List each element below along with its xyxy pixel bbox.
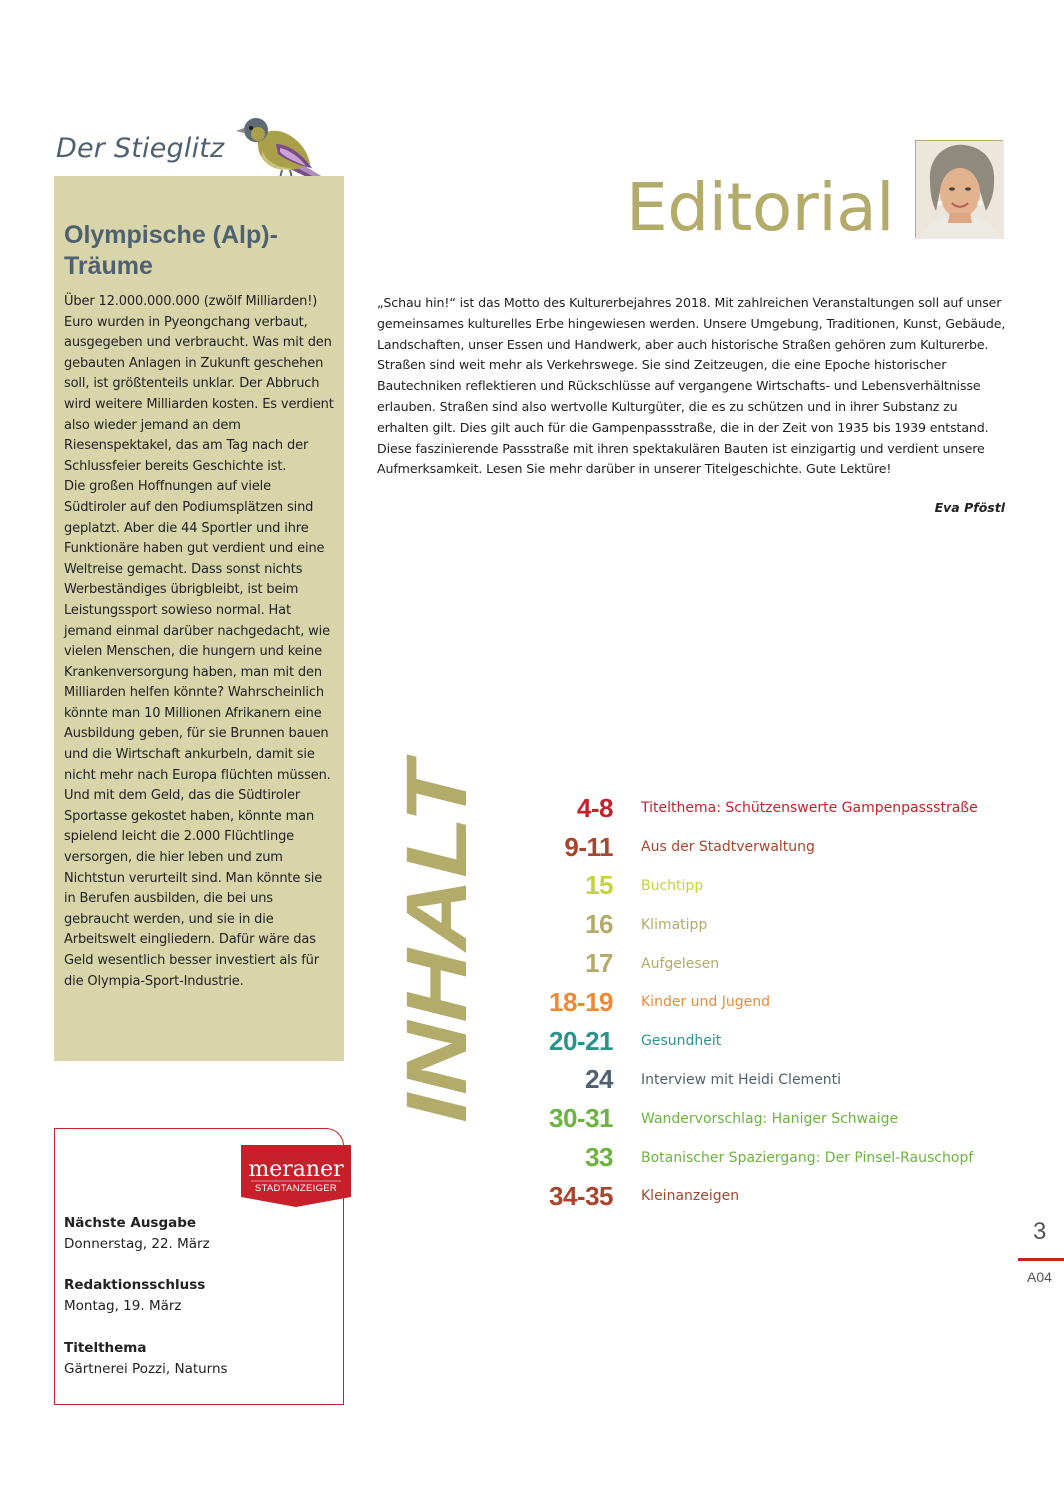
toc-title: Klimatipp (641, 916, 708, 933)
toc-pages: 15 (585, 870, 613, 901)
toc-title: Interview mit Heidi Clementi (641, 1071, 842, 1088)
deadline-block (64, 1275, 205, 1317)
page-code: A04 (1027, 1269, 1052, 1285)
toc-item[interactable] (480, 828, 1000, 867)
portrait-image (916, 141, 1004, 239)
inhalt-wordmark-text: INHALT (388, 799, 485, 1133)
toc-title: Titelthema: Schützenswerte Gampenpassstraße (641, 800, 978, 817)
next-issue-block (64, 1213, 210, 1255)
meraner-stadtanzeiger-logo (241, 1145, 351, 1207)
page-divider (1018, 1258, 1064, 1261)
info-label: Nächste Ausgabe (64, 1215, 197, 1231)
toc-pages: 34-35 (549, 1180, 613, 1211)
toc-pages: 16 (585, 909, 613, 940)
toc-pages: 17 (585, 948, 613, 979)
stieglitz-title: Olympische (Alp)-Träume (64, 221, 278, 280)
toc-item[interactable] (480, 1138, 1000, 1177)
toc-title: Botanischer Spaziergang: Der Pinsel-Rauschopf (641, 1149, 974, 1166)
inhalt-wordmark (388, 762, 485, 1133)
editorial-body: „Schau hin!“ ist das Motto des Kulturerbejahres 2018. Mit zahlreichen Veranstaltungen soll auf unser gemeinsames kulturelles Erbe hingewiesen werden. Unsere Umgebung, Traditionen, Kunst, Gebäude, Landschaften, unser Essen und Handwerk, aber auch historische Straßen gehören zum Kulturerbe. Straßen sind weit mehr als Verkehrswege. Sie sind Zeitzeugen, die eine Epoche historischer Bautechniken reflektieren und Rückschlüsse auf vergangene Wirtschafts- und Lebensverhältnisse erlauben. Straßen sind also wertvolle Kulturgüter, die es zu schützen und in ihrer Substanz zu erhalten gilt. Dies gilt auch für die Gampenpassstraße, die in der Zeit von 1935 bis 1939 entstand. Diese faszinierende Passstraße mit ihren spektakulären Bauten ist einzigartig und verdient unsere Aufmerksamkeit. Lesen Sie mehr darüber in unserer Titelgeschichte. Gute Lektüre! (377, 295, 1006, 477)
toc-pages: 33 (585, 1142, 613, 1173)
stieglitz-column-box (54, 176, 344, 1061)
cover-topic-block (64, 1338, 228, 1380)
toc-item[interactable] (480, 1022, 1000, 1061)
toc-pages: 9-11 (564, 831, 613, 862)
column-label: Der Stieglitz (56, 133, 225, 164)
toc-title: Buchtipp (641, 877, 704, 894)
toc-pages: 24 (585, 1064, 613, 1095)
stieglitz-body: Über 12.000.000.000 (zwölf Milliarden!) Euro wurden in Pyeongchang verbaut, ausgegeben und verbraucht. Was mit den gebauten Anlagen in Zukunft geschehen soll, ist größtenteils unklar. Der Abbruch wird weitere Milliarden kosten. Es verdient also wieder jemand an dem Riesenspektakel, das am Tag nach der Schlussfeier bereits Geschichte ist. Die großen Hoffnungen auf viele Südtiroler auf den Podiumsplätzen sind geplatzt. Aber die 44 Sportler und ihre Funktionäre haben gut verdient und eine Weltreise gemacht. Dass sonst nichts Werbeständiges übrigbleibt, ist beim Leistungssport sowieso normal. Hat jemand einmal darüber nachgedacht, wie vielen Menschen, die hungern und keine Krankenversorgung haben, man mit den Milliarden helfen könnte? Wahrscheinlich könnte man 10 Millionen Afrikanern eine Ausbildung geben, für sie Brunnen bauen und die Wirtschaft ankurbeln, damit sie nicht mehr nach Europa flüchten müssen. Und mit dem Geld, das die Südtiroler Sportasse gekostet haben, könnte man spielend leicht die 2.000 Flüchtlinge versorgen, die hier leben und zum Nichtstun verurteilt sind. Man könnte sie in Berufen ausbilden, die bei uns gebraucht werden, und sie in die Arbeitswelt eingliedern. Dafür wäre das Geld wesentlich besser investiert als für die Olympia-Sport-Industrie. (64, 294, 334, 989)
toc-item[interactable] (480, 1177, 1000, 1216)
editorial-author: Eva Pföstl (934, 500, 1005, 515)
toc-item[interactable] (480, 789, 1000, 828)
table-of-contents (480, 789, 1000, 1216)
toc-title: Kinder und Jugend (641, 994, 770, 1011)
brand-name: meraner (248, 1157, 344, 1182)
toc-title: Kleinanzeigen (641, 1188, 740, 1205)
toc-item[interactable] (480, 905, 1000, 944)
toc-item[interactable] (480, 1061, 1000, 1100)
toc-pages: 18-19 (549, 986, 613, 1017)
info-value: Montag, 19. März (64, 1298, 182, 1314)
info-value: Gärtnerei Pozzi, Naturns (64, 1361, 228, 1377)
toc-title: Gesundheit (641, 1033, 722, 1050)
brand-sub: STADTANZEIGER (254, 1183, 338, 1194)
toc-pages: 30-31 (549, 1103, 613, 1134)
editorial-heading: Editorial (626, 169, 894, 246)
toc-item[interactable] (480, 867, 1000, 906)
toc-item[interactable] (480, 1099, 1000, 1138)
info-value: Donnerstag, 22. März (64, 1236, 210, 1252)
toc-title: Wandervorschlag: Haniger Schwaige (641, 1110, 899, 1127)
info-label: Titelthema (64, 1340, 147, 1356)
info-label: Redaktionsschluss (64, 1277, 206, 1293)
toc-pages: 4-8 (576, 792, 613, 823)
toc-item[interactable] (480, 983, 1000, 1022)
author-portrait (915, 140, 1003, 238)
issue-info-box (54, 1128, 344, 1405)
toc-title: Aufgelesen (641, 955, 720, 972)
toc-item[interactable] (480, 944, 1000, 983)
toc-pages: 20-21 (549, 1025, 613, 1056)
toc-title: Aus der Stadtverwaltung (641, 839, 815, 856)
page-number: 3 (1033, 1218, 1047, 1245)
